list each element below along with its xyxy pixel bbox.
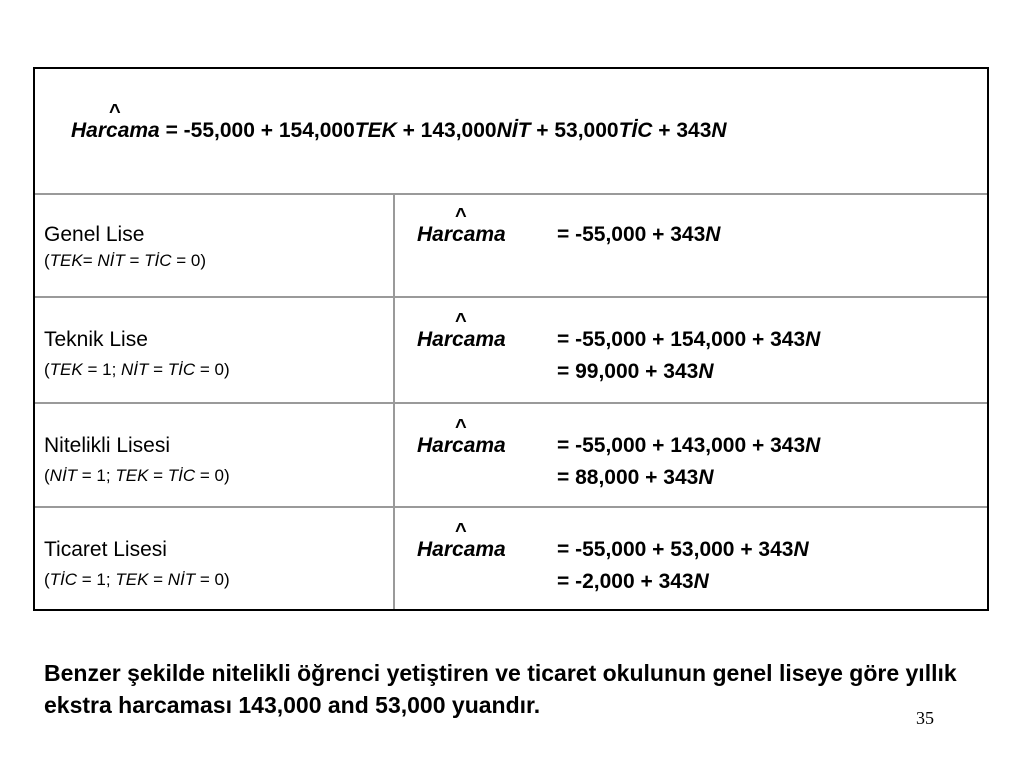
row-label: Genel Lise — [44, 223, 145, 246]
harcama-hat-term: Har ^ cama — [417, 416, 506, 457]
row-label: Teknik Lise — [44, 328, 148, 351]
harcama-hat-term: Har ^ cama — [417, 520, 506, 561]
row-condition: (TİC = 1; TEK = NİT = 0) — [44, 570, 230, 589]
main-equation: Har ^ cama = -55,000 + 154,000TEK + 143,000NİT + 53,000TİC + 343N — [71, 101, 727, 142]
hat-symbol: ^ — [455, 310, 467, 332]
row-condition: (TEK= NİT = TİC = 0) — [44, 251, 207, 270]
main-equation-row — [35, 69, 987, 195]
harcama-hat-term: Har ^ cama — [417, 205, 506, 246]
row-condition: (NİT = 1; TEK = TİC = 0) — [44, 466, 230, 485]
equation-result: = 99,000 + 343N — [557, 360, 714, 383]
hat-symbol: ^ — [455, 416, 467, 438]
table-row — [35, 298, 987, 404]
hat-symbol: ^ — [455, 205, 467, 227]
table-row — [35, 404, 987, 508]
row-label: Nitelikli Lisesi — [44, 434, 171, 457]
row-label: Ticaret Lisesi — [44, 538, 167, 561]
harcama-hat-term: Har ^ cama — [71, 101, 160, 142]
equation-line: = -55,000 + 154,000 + 343N — [557, 328, 821, 351]
table-row — [35, 193, 987, 298]
equation-line: = -55,000 + 143,000 + 343N — [557, 434, 821, 457]
equation-line: = -55,000 + 53,000 + 343N — [557, 538, 809, 561]
page-number: 35 — [916, 708, 934, 728]
hat-symbol: ^ — [109, 101, 121, 123]
footer-text: Benzer şekilde nitelikli öğrenci yetiştiren ve ticaret okulunun genel liseye göre yıllık ekstra harcaması 143,000 and 53,000 yuandır. — [44, 660, 957, 718]
equation-result: = 88,000 + 343N — [557, 466, 714, 489]
equation-table — [33, 67, 989, 611]
equation-result: = -2,000 + 343N — [557, 570, 709, 593]
equation-line: = -55,000 + 343N — [557, 223, 721, 246]
row-condition: (TEK = 1; NİT = TİC = 0) — [44, 360, 230, 379]
harcama-hat-term: Har ^ cama — [417, 310, 506, 351]
hat-symbol: ^ — [455, 520, 467, 542]
table-row — [35, 508, 987, 609]
